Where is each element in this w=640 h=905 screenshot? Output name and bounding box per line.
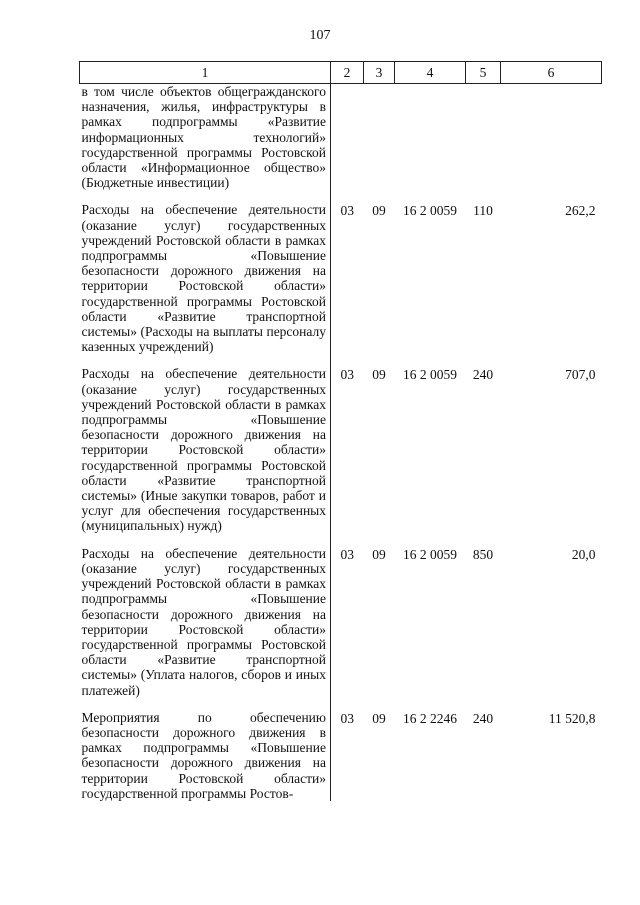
column-header-6: 6 xyxy=(501,62,602,84)
row-subsection: 09 xyxy=(372,710,386,726)
row-amount: 262,2 xyxy=(565,203,596,219)
row-subsection: 09 xyxy=(372,367,386,383)
column-header-1: 1 xyxy=(80,62,331,84)
row-expense-type: 850 xyxy=(472,546,494,562)
column-header-4: 4 xyxy=(395,62,466,84)
column-header-2: 2 xyxy=(331,62,364,84)
column-header-3: 3 xyxy=(364,62,395,84)
continued-description: в том числе объектов общегражданского назначения, жилья, инфраструктуры в рамках подпрограммы «Развитие информационных технологий» государственной программы Ростовской области «Информационное общество» (Бюджетные инвестиции) xyxy=(80,84,331,191)
budget-table xyxy=(79,61,602,801)
table-row xyxy=(80,710,602,801)
row-amount: 20,0 xyxy=(571,546,596,562)
table-row-continued xyxy=(80,84,602,191)
row-description: Расходы на обеспечение деятельности (оказание услуг) государственных учреждений Ростовской области в рамках подпрограммы «Повышение безопасности дорожного движения на территории Ростовской области» государственной программы Ростовской области «Развитие транспортной системы» (Уплата налогов, сборов и иных платежей) xyxy=(80,546,331,698)
row-section: 03 xyxy=(340,367,354,383)
header-row xyxy=(80,62,602,84)
row-section: 03 xyxy=(340,203,354,219)
row-target-article: 16 2 0059 xyxy=(403,203,457,219)
row-description: Мероприятия по обеспечению безопасности дорожного движения в рамках подпрограммы «Повышение безопасности дорожного движения на территории Ростовской области» государственной программы Ростов- xyxy=(80,710,331,801)
table-row xyxy=(80,546,602,698)
row-subsection: 09 xyxy=(372,546,386,562)
row-expense-type: 240 xyxy=(472,367,494,383)
row-target-article: 16 2 0059 xyxy=(403,546,457,562)
row-expense-type: 240 xyxy=(472,710,494,726)
table-row xyxy=(80,202,602,354)
row-expense-type: 110 xyxy=(473,203,493,219)
row-section: 03 xyxy=(340,546,354,562)
row-description: Расходы на обеспечение деятельности (оказание услуг) государственных учреждений Ростовской области в рамках подпрограммы «Повышение безопасности дорожного движения на территории Ростовской области» государственной программы Ростовской области «Развитие транспортной системы» (Расходы на выплаты персоналу казенных учреждений) xyxy=(80,202,331,354)
row-amount: 11 520,8 xyxy=(548,710,596,726)
row-section: 03 xyxy=(340,710,354,726)
row-target-article: 16 2 2246 xyxy=(403,710,457,726)
table-row xyxy=(80,366,602,533)
column-header-5: 5 xyxy=(466,62,501,84)
row-subsection: 09 xyxy=(372,203,386,219)
row-target-article: 16 2 0059 xyxy=(403,367,457,383)
page-number: 107 xyxy=(309,28,331,43)
row-description: Расходы на обеспечение деятельности (оказание услуг) государственных учреждений Ростовской области в рамках подпрограммы «Повышение безопасности дорожного движения на территории Ростовской области» государственной программы Ростовской области «Развитие транспортной системы» (Иные закупки товаров, работ и услуг для обеспечения государственных (муниципальных) нужд) xyxy=(80,366,331,533)
row-amount: 707,0 xyxy=(565,367,596,383)
